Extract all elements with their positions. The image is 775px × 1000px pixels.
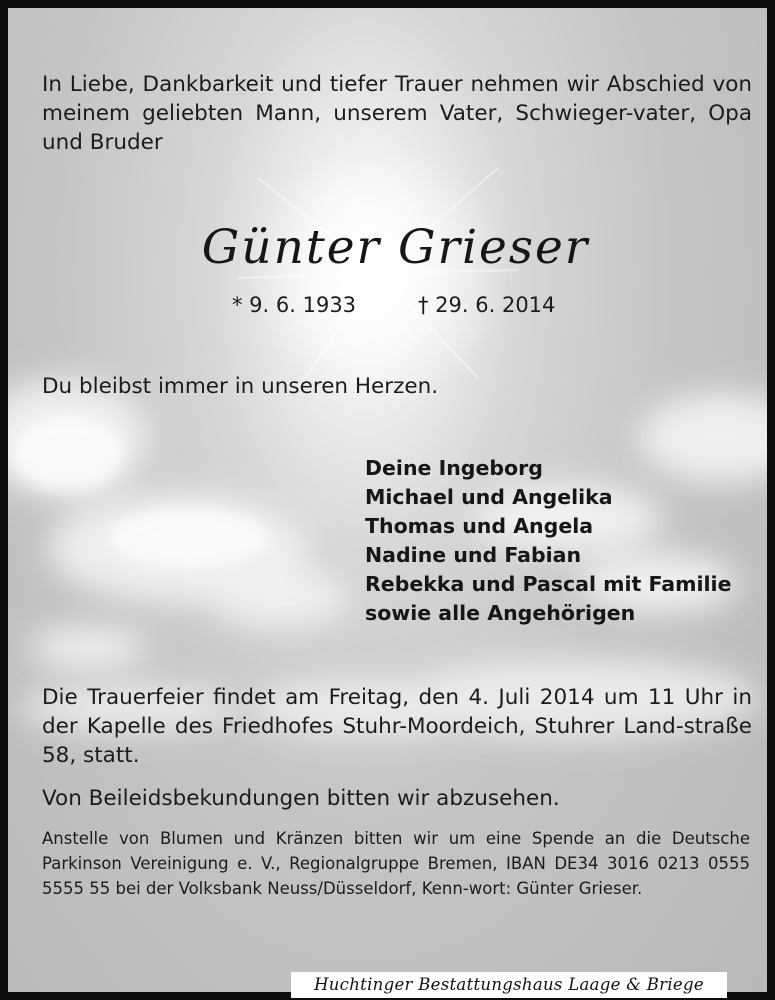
mourner-line: Deine Ingeborg xyxy=(365,456,543,480)
funeral-service-info: Die Trauerfeier findet am Freitag, den 4. Juli 2014 um 11 Uhr in der Kapelle des Friedhofes Stuhr-Moordeich, Stuhrer Land-straße 58, statt. xyxy=(42,685,752,768)
mourner-line: Michael und Angelika xyxy=(365,485,613,509)
mourner-line: sowie alle Angehörigen xyxy=(365,601,636,625)
mourner-line: Rebekka und Pascal mit Familie xyxy=(365,572,732,596)
deceased-name: Günter Grieser xyxy=(201,220,590,275)
mourner-line: Nadine und Fabian xyxy=(365,543,582,567)
mourners-list xyxy=(365,454,731,628)
condolences-note: Von Beileidsbekundungen bitten wir abzusehen. xyxy=(42,786,560,811)
funeral-home-name: Huchtinger Bestattungshaus Laage & Briege xyxy=(291,972,727,998)
intro-text: In Liebe, Dankbarkeit und tiefer Trauer nehmen wir Abschied von meinem geliebten Mann, unserem Vater, Schwieger-vater, Opa und Bruder xyxy=(42,72,752,155)
donation-request: Anstelle von Blumen und Kränzen bitten wir um eine Spende an die Deutsche Parkinson Vereinigung e. V., Regionalgruppe Bremen, IBAN DE34 3016 0213 0555 5555 55 bei der Volksbank Neuss/Düsseldorf, Kenn-wort: Günter Grieser. xyxy=(42,829,750,898)
remembrance-quote: Du bleibst immer in unseren Herzen. xyxy=(42,374,439,399)
mourner-line: Thomas und Angela xyxy=(365,514,594,538)
birth-date: * 9. 6. 1933 xyxy=(232,293,357,317)
death-date: † 29. 6. 2014 xyxy=(418,293,556,317)
